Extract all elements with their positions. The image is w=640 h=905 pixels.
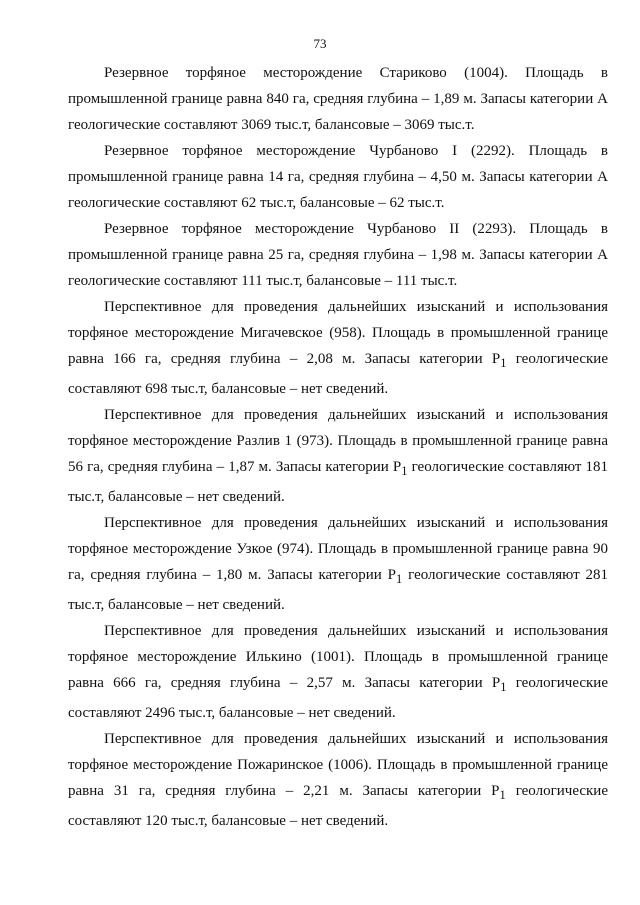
paragraph-text: геологические составляют 2496 тыс.т, балансовые – нет сведений. (68, 675, 608, 721)
paragraph-text: Перспективное для проведения дальнейших изысканий и использования торфяное месторождение Разлив 1 (973). Площадь в промышленной границе равна 56 га, средняя глубина – 1,87 м. Запасы категории Р (68, 407, 608, 475)
category-subscript: 1 (500, 680, 507, 694)
category-subscript: 1 (401, 464, 408, 478)
paragraph-text: геологические составляют 181 тыс.т, балансовые – нет сведений. (68, 459, 609, 505)
category-subscript: 1 (499, 788, 506, 802)
category-subscript: 1 (396, 572, 403, 586)
paragraph-text: Перспективное для проведения дальнейших изысканий и использования торфяное месторождение Узкое (974). Площадь в промышленной границе равна 90 га, средняя глубина – 1,80 м. Запасы категории Р (68, 515, 608, 583)
document-body (68, 60, 608, 834)
page-number: 73 (313, 36, 327, 51)
paragraph-text: геологические составляют 281 тыс.т, балансовые – нет сведений. (68, 567, 608, 613)
paragraph-prospective-razliv-1 (68, 402, 608, 510)
paragraph-text: геологические составляют 698 тыс.т, балансовые – нет сведений. (68, 351, 608, 397)
paragraph-reserve-churbanovo-2: Резервное торфяное месторождение Чурбаново II (2293). Площадь в промышленной границе равна 25 га, средняя глубина – 1,98 м. Запасы категории А геологические составляют 111 тыс.т, балансовые – 111 тыс.т. (68, 221, 608, 289)
category-subscript: 1 (500, 356, 507, 370)
paragraph-reserve-starikovo: Резервное торфяное месторождение Стариково (1004). Площадь в промышленной границе равна 840 га, средняя глубина – 1,89 м. Запасы категории А геологические составляют 3069 тыс.т, балансовые – 3069 тыс.т. (68, 65, 608, 133)
paragraph-text: Перспективное для проведения дальнейших изысканий и использования торфяное месторождение Мигачевское (958). Площадь в промышленной границе равна 166 га, средняя глубина – 2,08 м. Запасы категории Р (68, 299, 608, 367)
paragraph-prospective-ilkino (68, 618, 608, 726)
paragraph-text: Перспективное для проведения дальнейших изысканий и использования торфяное месторождение Пожаринское (1006). Площадь в промышленной границе равна 31 га, средняя глубина – 2,21 м. Запасы категории Р (68, 731, 608, 799)
paragraph-text: геологические составляют 120 тыс.т, балансовые – нет сведений. (68, 783, 608, 829)
paragraph-prospective-uzkoe (68, 510, 608, 618)
paragraph-reserve-churbanovo-1: Резервное торфяное месторождение Чурбаново I (2292). Площадь в промышленной границе равна 14 га, средняя глубина – 4,50 м. Запасы категории А геологические составляют 62 тыс.т, балансовые – 62 тыс.т. (68, 143, 608, 211)
paragraph-prospective-migachevskoe (68, 294, 608, 402)
paragraph-text: Перспективное для проведения дальнейших изысканий и использования торфяное месторождение Илькино (1001). Площадь в промышленной границе равна 666 га, средняя глубина – 2,57 м. Запасы категории Р (68, 623, 608, 691)
paragraph-prospective-pozharinskoe (68, 726, 608, 834)
